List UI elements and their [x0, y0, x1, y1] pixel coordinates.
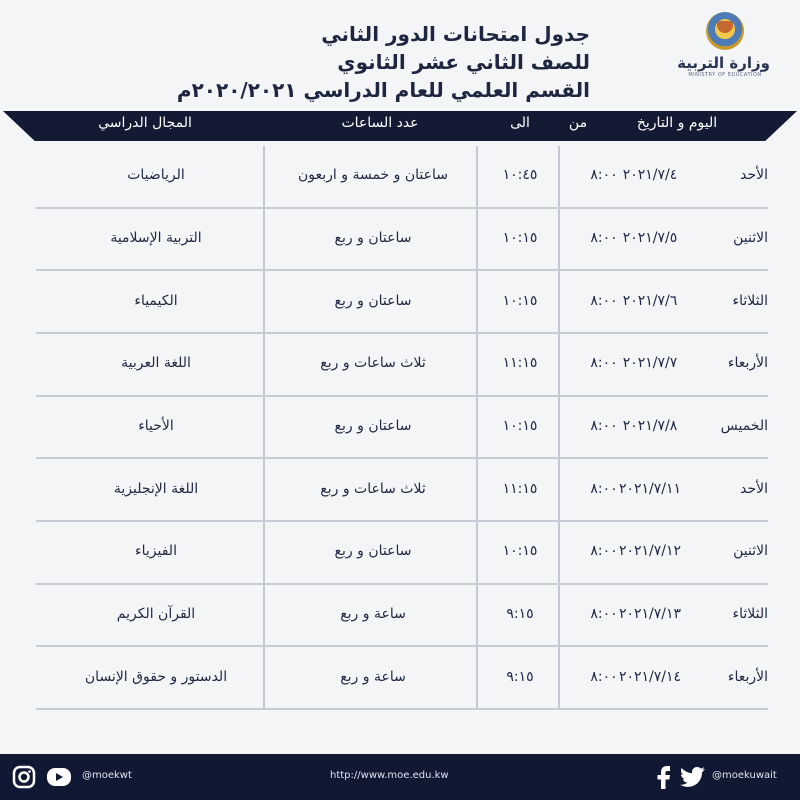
exam-date: ٢٠٢١/٧/١١	[618, 480, 682, 497]
ministry-logo	[677, 12, 770, 96]
subject-cell: اللغة العربية	[121, 355, 191, 372]
end-time-cell: ١٠:١٥	[502, 543, 538, 560]
youtube-icon[interactable]	[46, 765, 72, 789]
day-name: الأحد	[740, 167, 768, 184]
day-name: الأربعاء	[727, 668, 768, 685]
duration-cell: ساعتان و ربع	[334, 229, 412, 246]
footer-left-handle[interactable]: @moekwt	[82, 770, 132, 781]
exam-date: ٢٠٢١/٧/١٤	[618, 668, 682, 685]
duration-cell: ساعة و ربع	[340, 605, 406, 622]
table-row	[36, 334, 768, 397]
day-name: الأربعاء	[727, 355, 768, 372]
twitter-icon[interactable]	[677, 765, 707, 789]
subject-cell: الرياضيات	[127, 167, 185, 184]
start-time-cell: ٨:٠٠	[590, 229, 618, 246]
exam-date: ٢٠٢١/٧/٨	[622, 417, 678, 434]
duration-cell: ساعة و ربع	[340, 668, 406, 685]
page-title	[176, 20, 590, 104]
instagram-icon[interactable]	[12, 765, 36, 789]
day-name: الثلاثاء	[732, 605, 768, 622]
start-time-cell: ٨:٠٠	[590, 668, 618, 685]
end-time-cell: ١٠:٤٥	[502, 167, 538, 184]
end-time-cell: ١٠:١٥	[502, 292, 538, 309]
day-name: الخميس	[720, 417, 768, 434]
table-row	[36, 522, 768, 585]
duration-cell: ساعتان و خمسة و اربعون	[297, 167, 448, 184]
end-time-cell: ٩:١٥	[506, 605, 534, 622]
exam-date: ٢٠٢١/٧/٧	[622, 355, 678, 372]
day-name: الاثنين	[733, 543, 768, 560]
kuwait-emblem-icon	[706, 12, 744, 50]
subject-cell: الفيزياء	[135, 543, 177, 560]
duration-cell: ساعتان و ربع	[334, 292, 412, 309]
subject-cell: التربية الإسلامية	[110, 229, 202, 246]
exam-date: ٢٠٢١/٧/٦	[622, 292, 678, 309]
table-row	[36, 209, 768, 272]
exam-date: ٢٠٢١/٧/١٢	[618, 543, 682, 560]
exam-date: ٢٠٢١/٧/٤	[622, 167, 678, 184]
footer-website-link[interactable]: http://www.moe.edu.kw	[330, 770, 449, 781]
end-time-cell: ١١:١٥	[502, 480, 538, 497]
facebook-icon[interactable]	[655, 764, 673, 790]
title-line-1: جدول امتحانات الدور الثاني	[321, 22, 590, 46]
subject-cell: القرآن الكريم	[116, 605, 196, 622]
table-row	[36, 459, 768, 522]
end-time-cell: ١٠:١٥	[502, 229, 538, 246]
table-row	[36, 397, 768, 460]
day-name: الاثنين	[733, 229, 768, 246]
day-name: الأحد	[740, 480, 768, 497]
exam-date: ٢٠٢١/٧/٥	[622, 229, 678, 246]
end-time-cell: ١١:١٥	[502, 355, 538, 372]
title-line-3: القسم العلمي للعام الدراسي ٢٠٢٠/٢٠٢١م	[176, 78, 590, 102]
start-time-cell: ٨:٠٠	[590, 417, 618, 434]
start-time-cell: ٨:٠٠	[590, 543, 618, 560]
column-header-subject: المجال الدراسي	[98, 115, 192, 131]
day-name: الثلاثاء	[732, 292, 768, 309]
footer-right-handle[interactable]: @moekuwait	[712, 770, 777, 781]
table-row	[36, 271, 768, 334]
duration-cell: ساعتان و ربع	[334, 417, 412, 434]
start-time-cell: ٨:٠٠	[590, 292, 618, 309]
column-header-day-date: اليوم و التاريخ	[636, 115, 718, 131]
end-time-cell: ٩:١٥	[506, 668, 534, 685]
table-row	[36, 146, 768, 209]
schedule-table	[36, 146, 768, 710]
column-header-from: من	[568, 115, 588, 131]
start-time-cell: ٨:٠٠	[590, 605, 618, 622]
end-time-cell: ١٠:١٥	[502, 417, 538, 434]
column-header-to: الى	[510, 115, 530, 131]
start-time-cell: ٨:٠٠	[590, 167, 618, 184]
title-line-2: للصف الثاني عشر الثانوي	[337, 50, 590, 74]
subject-cell: الكيمياء	[134, 292, 178, 309]
duration-cell: ساعتان و ربع	[334, 543, 412, 560]
duration-cell: ثلاث ساعات و ربع	[320, 480, 426, 497]
table-row	[36, 647, 768, 710]
subject-cell: اللغة الإنجليزية	[113, 480, 199, 497]
logo-subtitle: MINISTRY OF EDUCATION	[688, 72, 762, 78]
exam-date: ٢٠٢١/٧/١٣	[618, 605, 682, 622]
start-time-cell: ٨:٠٠	[590, 480, 618, 497]
duration-cell: ثلاث ساعات و ربع	[320, 355, 426, 372]
table-row	[36, 585, 768, 648]
logo-name: وزارة التربية	[677, 54, 770, 72]
column-header-hours: عدد الساعات	[341, 115, 419, 131]
subject-cell: الدستور و حقوق الإنسان	[84, 668, 228, 685]
subject-cell: الأحياء	[138, 417, 174, 434]
start-time-cell: ٨:٠٠	[590, 355, 618, 372]
